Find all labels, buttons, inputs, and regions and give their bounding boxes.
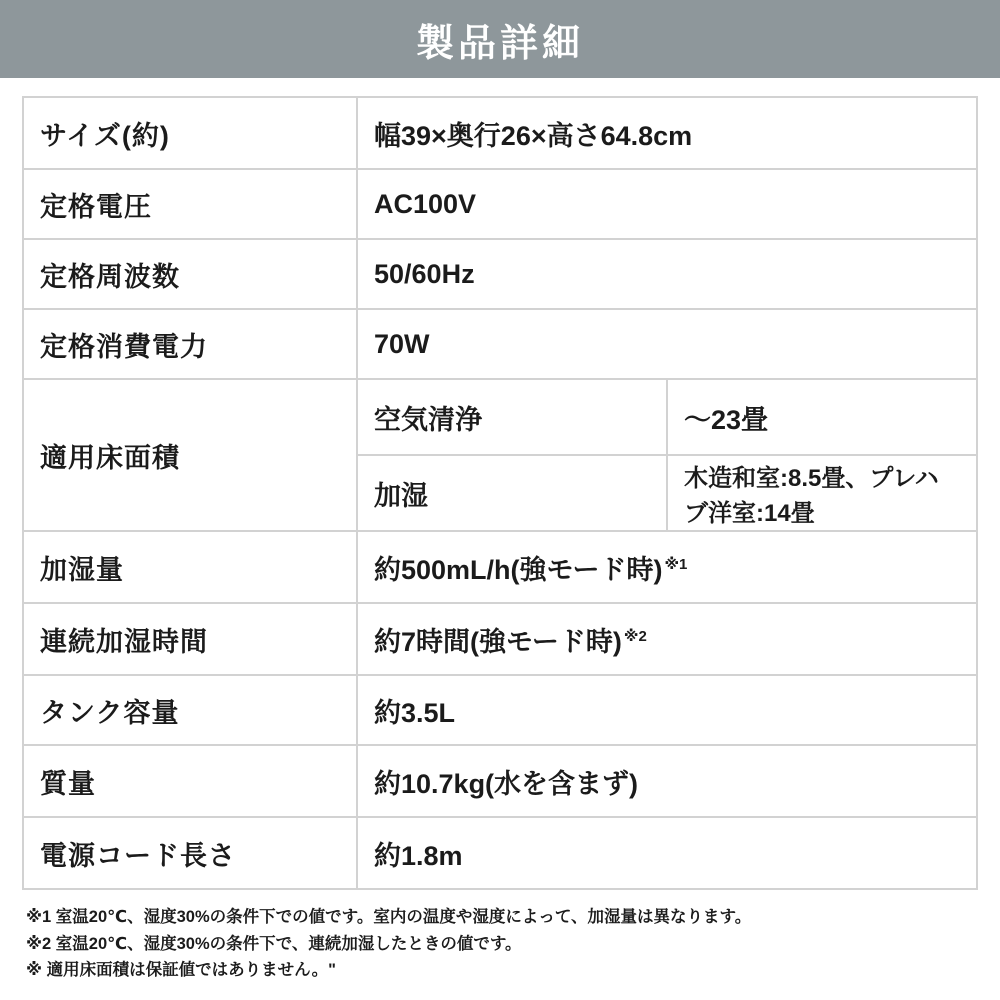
spec-value: 幅39×奥行26×高さ64.8cm (357, 97, 977, 169)
spec-table-container (0, 78, 1000, 890)
spec-value (357, 531, 977, 603)
spec-label: 定格周波数 (23, 239, 357, 309)
page-title: 製品詳細 (415, 22, 584, 65)
footnote-3: ※ 適用床面積は保証値ではありません。" (26, 961, 336, 980)
footnotes (0, 890, 1000, 984)
table-row (23, 379, 977, 455)
table-row (23, 817, 977, 889)
table-row (23, 97, 977, 169)
spec-label: 電源コード長さ (23, 817, 357, 889)
table-row (23, 675, 977, 745)
spec-label: 質量 (23, 745, 357, 817)
table-row (23, 309, 977, 379)
table-row (23, 745, 977, 817)
footnote-2: ※2 室温20℃、湿度30%の条件下で、連続加湿したときの値です。 (26, 934, 522, 953)
footnote-marker: ※1 (664, 555, 688, 573)
spec-label: 加湿量 (23, 531, 357, 603)
spec-label: サイズ(約) (23, 97, 357, 169)
spec-value: 約3.5L (357, 675, 977, 745)
spec-value: 約1.8m (357, 817, 977, 889)
spec-label: 連続加湿時間 (23, 603, 357, 675)
spec-label: 定格電圧 (23, 169, 357, 239)
header-bar (0, 0, 1000, 78)
spec-label: 定格消費電力 (23, 309, 357, 379)
spec-value: 50/60Hz (357, 239, 977, 309)
spec-value: 約10.7kg(水を含まず) (357, 745, 977, 817)
table-row (23, 603, 977, 675)
table-row (23, 531, 977, 603)
spec-table (22, 96, 978, 890)
spec-value-text: 約7時間(強モード時) (374, 626, 622, 657)
spec-subvalue: 〜23畳 (667, 379, 977, 455)
spec-value: 70W (357, 309, 977, 379)
footnote-marker: ※2 (623, 627, 647, 645)
footnote-1: ※1 室温20℃、湿度30%の条件下での値です。室内の温度や湿度によって、加湿量は異なります。 (26, 908, 752, 926)
table-row (23, 239, 977, 309)
spec-subvalue: 木造和室:8.5畳、プレハブ洋室:14畳 (667, 455, 977, 531)
table-row (23, 169, 977, 239)
spec-label: タンク容量 (23, 675, 357, 745)
spec-value (357, 603, 977, 675)
spec-sublabel: 空気清浄 (357, 379, 667, 455)
spec-value-text: 約500mL/h(強モード時) (374, 554, 663, 585)
spec-sublabel: 加湿 (357, 455, 667, 531)
spec-value: AC100V (357, 169, 977, 239)
spec-label: 適用床面積 (23, 379, 357, 531)
